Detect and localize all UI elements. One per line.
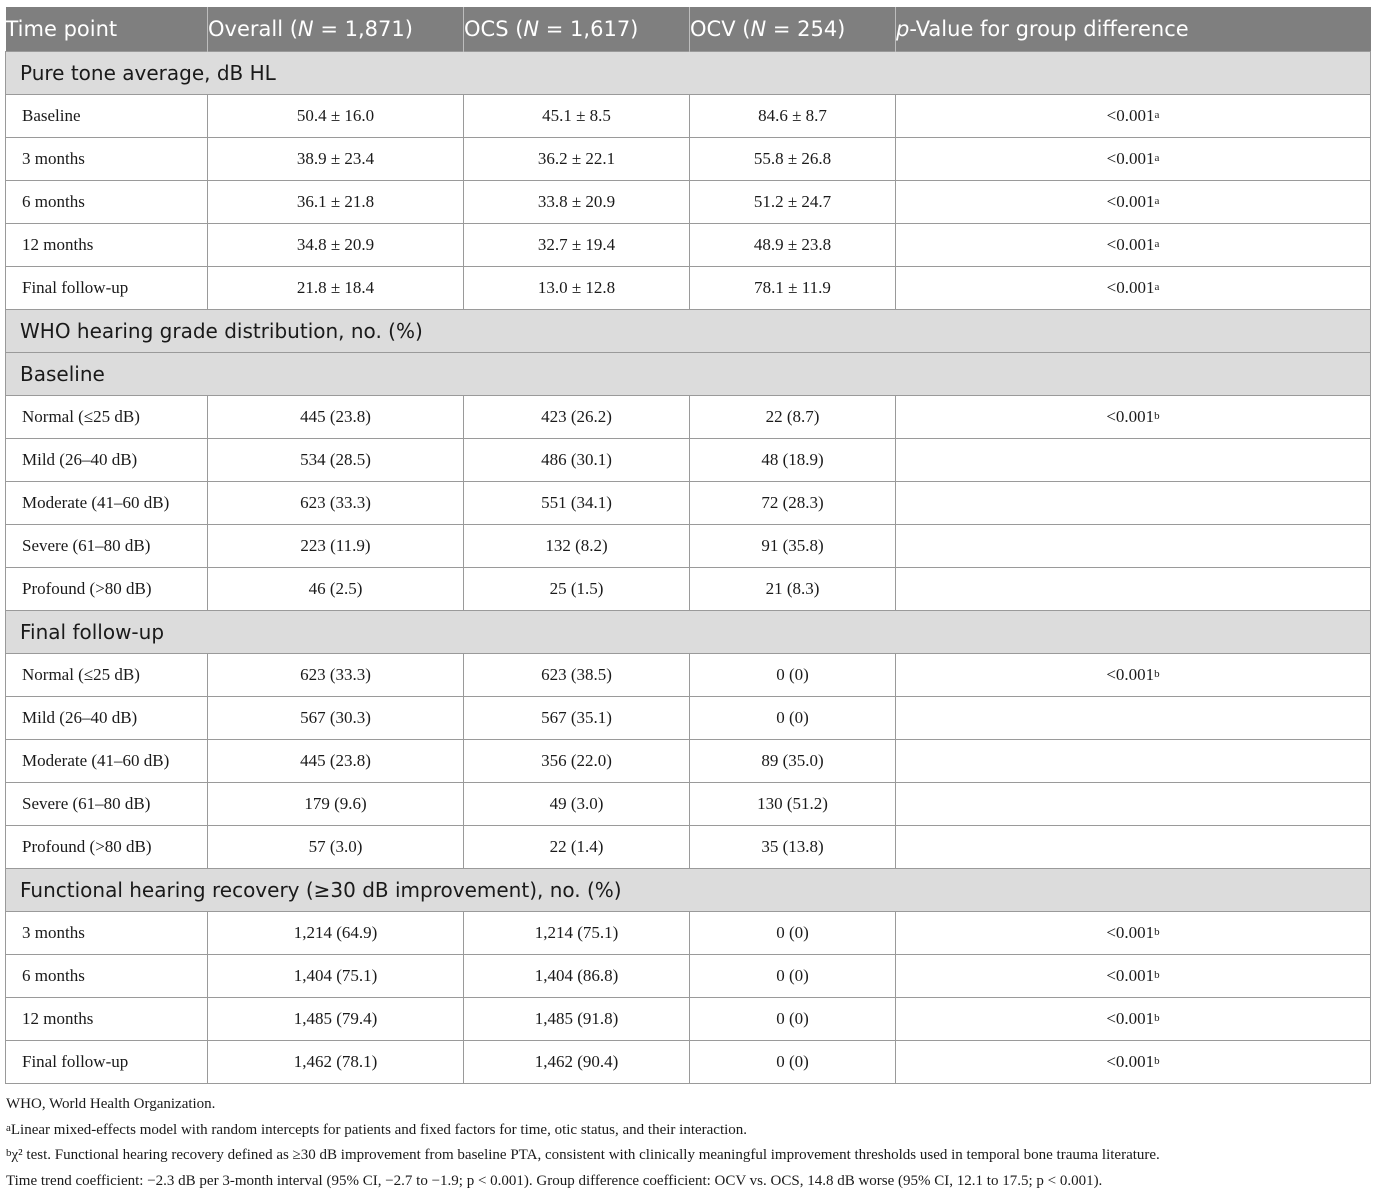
cell-ocv: 0 (0)	[690, 954, 896, 997]
cell-p-value	[896, 223, 1371, 266]
cell-ocs: 1,404 (86.8)	[464, 954, 690, 997]
cell-overall: 445 (23.8)	[208, 395, 464, 438]
cell-ocv: 0 (0)	[690, 1040, 896, 1083]
section-row	[6, 610, 1371, 653]
p-value: <0.001	[1107, 106, 1155, 125]
table-row	[6, 997, 1371, 1040]
row-label: 3 months	[6, 911, 208, 954]
cell-overall: 1,404 (75.1)	[208, 954, 464, 997]
column-header	[208, 7, 464, 51]
footnote-marker: b	[1154, 969, 1160, 981]
cell-ocs: 551 (34.1)	[464, 481, 690, 524]
p-value: <0.001	[1106, 407, 1154, 426]
section-title: Baseline	[6, 352, 1371, 395]
cell-p-value	[896, 524, 1371, 567]
p-value: <0.001	[1107, 235, 1155, 254]
cell-p-value	[896, 266, 1371, 309]
p-value: <0.001	[1107, 192, 1155, 211]
column-header-italic: N	[523, 17, 539, 41]
results-table	[5, 7, 1371, 1084]
cell-ocv: 48.9 ± 23.8	[690, 223, 896, 266]
cell-ocv: 0 (0)	[690, 911, 896, 954]
footnote-marker: b	[1154, 1012, 1160, 1024]
cell-p-value	[896, 438, 1371, 481]
cell-overall: 50.4 ± 16.0	[208, 94, 464, 137]
footnote	[6, 1118, 1372, 1144]
table-row	[6, 782, 1371, 825]
footnote-marker: a	[1154, 238, 1159, 250]
cell-overall: 38.9 ± 23.4	[208, 137, 464, 180]
cell-ocv: 55.8 ± 26.8	[690, 137, 896, 180]
cell-ocv: 21 (8.3)	[690, 567, 896, 610]
cell-ocv: 48 (18.9)	[690, 438, 896, 481]
table-row	[6, 1040, 1371, 1083]
cell-overall: 623 (33.3)	[208, 481, 464, 524]
cell-overall: 34.8 ± 20.9	[208, 223, 464, 266]
cell-p-value	[896, 825, 1371, 868]
footnote-marker: b	[1154, 1055, 1160, 1067]
cell-p-value	[896, 94, 1371, 137]
cell-p-value	[896, 911, 1371, 954]
section-row	[6, 309, 1371, 352]
row-label: Mild (26–40 dB)	[6, 438, 208, 481]
cell-overall: 1,485 (79.4)	[208, 997, 464, 1040]
cell-p-value	[896, 180, 1371, 223]
footnote-marker: b	[6, 1147, 12, 1159]
footnote	[6, 1092, 1372, 1118]
cell-overall: 623 (33.3)	[208, 653, 464, 696]
p-value: <0.001	[1106, 923, 1154, 942]
cell-ocs: 25 (1.5)	[464, 567, 690, 610]
cell-p-value	[896, 739, 1371, 782]
table-row	[6, 223, 1371, 266]
row-label: Normal (≤25 dB)	[6, 653, 208, 696]
footnote-text: WHO, World Health Organization.	[6, 1096, 215, 1112]
footnote	[6, 1143, 1372, 1169]
column-header	[896, 7, 1371, 51]
table-row	[6, 180, 1371, 223]
cell-overall: 1,462 (78.1)	[208, 1040, 464, 1083]
p-value: <0.001	[1107, 149, 1155, 168]
cell-ocs: 132 (8.2)	[464, 524, 690, 567]
table-row	[6, 266, 1371, 309]
header-row	[6, 7, 1371, 51]
cell-overall: 1,214 (64.9)	[208, 911, 464, 954]
cell-ocs: 22 (1.4)	[464, 825, 690, 868]
cell-overall: 36.1 ± 21.8	[208, 180, 464, 223]
cell-p-value	[896, 137, 1371, 180]
table-row	[6, 137, 1371, 180]
row-label: 6 months	[6, 954, 208, 997]
cell-p-value	[896, 653, 1371, 696]
column-header-text: = 1,617)	[539, 17, 638, 41]
table-row	[6, 94, 1371, 137]
p-value: <0.001	[1107, 278, 1155, 297]
table-row	[6, 696, 1371, 739]
table-row	[6, 653, 1371, 696]
cell-ocs: 36.2 ± 22.1	[464, 137, 690, 180]
cell-ocs: 567 (35.1)	[464, 696, 690, 739]
row-label: Severe (61–80 dB)	[6, 524, 208, 567]
footnote-marker: b	[1154, 668, 1160, 680]
footnote-text: Time trend coefficient: −2.3 dB per 3-month interval (95% CI, −2.7 to −1.9; p < 0.001). Group difference coefficient: OCV vs. OCS, 14.8 dB worse (95% CI, 12.1 to 17.5; p < 0.001).	[6, 1173, 1102, 1189]
cell-overall: 223 (11.9)	[208, 524, 464, 567]
column-header	[6, 7, 208, 51]
table-footnotes	[6, 1092, 1372, 1194]
cell-ocs: 49 (3.0)	[464, 782, 690, 825]
cell-p-value	[896, 782, 1371, 825]
row-label: Moderate (41–60 dB)	[6, 739, 208, 782]
section-row	[6, 868, 1371, 911]
footnote-marker: a	[6, 1122, 11, 1134]
cell-p-value	[896, 997, 1371, 1040]
column-header-italic: N	[298, 17, 314, 41]
row-label: Profound (>80 dB)	[6, 567, 208, 610]
section-title: Final follow-up	[6, 610, 1371, 653]
cell-ocs: 32.7 ± 19.4	[464, 223, 690, 266]
cell-overall: 179 (9.6)	[208, 782, 464, 825]
section-title: Pure tone average, dB HL	[6, 51, 1371, 94]
cell-ocv: 0 (0)	[690, 696, 896, 739]
row-label: Mild (26–40 dB)	[6, 696, 208, 739]
table-row	[6, 524, 1371, 567]
cell-ocv: 0 (0)	[690, 653, 896, 696]
cell-ocs: 13.0 ± 12.8	[464, 266, 690, 309]
table-header	[6, 7, 1371, 51]
cell-ocs: 1,214 (75.1)	[464, 911, 690, 954]
cell-ocv: 78.1 ± 11.9	[690, 266, 896, 309]
cell-ocv: 0 (0)	[690, 997, 896, 1040]
row-label: Final follow-up	[6, 266, 208, 309]
table-row	[6, 395, 1371, 438]
row-label: 12 months	[6, 997, 208, 1040]
section-row	[6, 51, 1371, 94]
table-row	[6, 825, 1371, 868]
row-label: Severe (61–80 dB)	[6, 782, 208, 825]
table-body	[6, 51, 1371, 1083]
column-header-text: Time point	[6, 17, 118, 41]
column-header	[690, 7, 896, 51]
column-header-text: -Value for group difference	[909, 17, 1188, 41]
table-row	[6, 567, 1371, 610]
table-row	[6, 438, 1371, 481]
row-label: 6 months	[6, 180, 208, 223]
column-header	[464, 7, 690, 51]
cell-ocs: 423 (26.2)	[464, 395, 690, 438]
cell-overall: 57 (3.0)	[208, 825, 464, 868]
column-header-text: = 254)	[766, 17, 845, 41]
cell-ocs: 486 (30.1)	[464, 438, 690, 481]
table-row	[6, 481, 1371, 524]
footnote-text: χ² test. Functional hearing recovery defined as ≥30 dB improvement from baseline PTA, consistent with clinically meaningful improvement thresholds used in temporal bone trauma literature.	[12, 1147, 1160, 1163]
column-header-italic: p	[896, 17, 909, 41]
p-value: <0.001	[1106, 966, 1154, 985]
cell-p-value	[896, 1040, 1371, 1083]
cell-ocs: 356 (22.0)	[464, 739, 690, 782]
cell-p-value	[896, 395, 1371, 438]
cell-overall: 534 (28.5)	[208, 438, 464, 481]
section-row	[6, 352, 1371, 395]
row-label: Moderate (41–60 dB)	[6, 481, 208, 524]
cell-overall: 445 (23.8)	[208, 739, 464, 782]
footnote-marker: b	[1154, 926, 1160, 938]
cell-ocv: 72 (28.3)	[690, 481, 896, 524]
cell-ocv: 35 (13.8)	[690, 825, 896, 868]
cell-ocv: 51.2 ± 24.7	[690, 180, 896, 223]
cell-p-value	[896, 696, 1371, 739]
footnote-marker: a	[1154, 195, 1159, 207]
footnote-marker: b	[1154, 410, 1160, 422]
row-label: Profound (>80 dB)	[6, 825, 208, 868]
column-header-text: OCS (	[464, 17, 523, 41]
cell-overall: 567 (30.3)	[208, 696, 464, 739]
cell-ocs: 1,485 (91.8)	[464, 997, 690, 1040]
section-title: Functional hearing recovery (≥30 dB improvement), no. (%)	[6, 868, 1371, 911]
section-title: WHO hearing grade distribution, no. (%)	[6, 309, 1371, 352]
row-label: 3 months	[6, 137, 208, 180]
cell-ocv: 130 (51.2)	[690, 782, 896, 825]
column-header-text: = 1,871)	[314, 17, 413, 41]
table-row	[6, 911, 1371, 954]
row-label: 12 months	[6, 223, 208, 266]
footnote-marker: a	[1154, 109, 1159, 121]
footnote-text: Linear mixed-effects model with random intercepts for patients and fixed factors for time, otic status, and their interaction.	[11, 1122, 747, 1138]
column-header-italic: N	[750, 17, 766, 41]
cell-ocs: 33.8 ± 20.9	[464, 180, 690, 223]
cell-ocv: 22 (8.7)	[690, 395, 896, 438]
p-value: <0.001	[1106, 1052, 1154, 1071]
table-row	[6, 954, 1371, 997]
cell-ocv: 91 (35.8)	[690, 524, 896, 567]
row-label: Final follow-up	[6, 1040, 208, 1083]
cell-ocs: 623 (38.5)	[464, 653, 690, 696]
row-label: Baseline	[6, 94, 208, 137]
cell-p-value	[896, 567, 1371, 610]
footnote	[6, 1169, 1372, 1194]
column-header-text: OCV (	[690, 17, 750, 41]
table-row	[6, 739, 1371, 782]
row-label: Normal (≤25 dB)	[6, 395, 208, 438]
p-value: <0.001	[1106, 1009, 1154, 1028]
p-value: <0.001	[1106, 665, 1154, 684]
footnote-marker: a	[1154, 281, 1159, 293]
footnote-marker: a	[1154, 152, 1159, 164]
cell-ocs: 1,462 (90.4)	[464, 1040, 690, 1083]
cell-ocs: 45.1 ± 8.5	[464, 94, 690, 137]
cell-p-value	[896, 954, 1371, 997]
cell-ocv: 84.6 ± 8.7	[690, 94, 896, 137]
cell-ocv: 89 (35.0)	[690, 739, 896, 782]
cell-overall: 21.8 ± 18.4	[208, 266, 464, 309]
cell-overall: 46 (2.5)	[208, 567, 464, 610]
cell-p-value	[896, 481, 1371, 524]
column-header-text: Overall (	[208, 17, 298, 41]
